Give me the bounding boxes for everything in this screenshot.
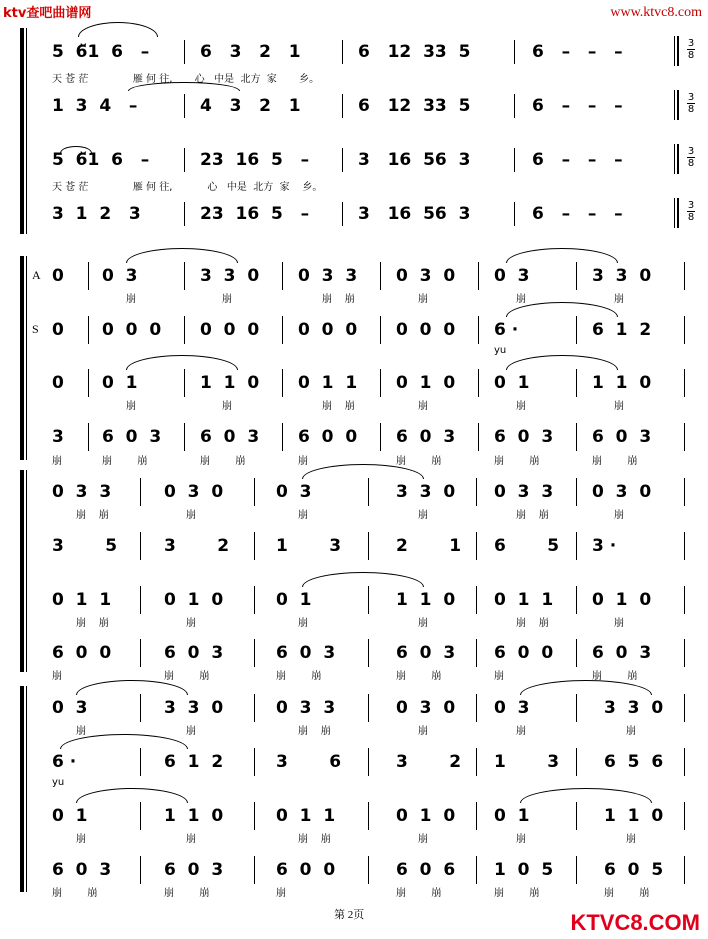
site-logo: KTVC8.COM: [570, 910, 700, 935]
s3-r3-m3: 0 1: [276, 590, 312, 610]
barline: [368, 532, 369, 560]
s3-r4-m1: 6 0 0: [52, 643, 112, 663]
double-barline: [677, 198, 679, 228]
s4-r1-m1: 0 3: [52, 698, 88, 718]
s4-r1-m6: 3 3 0: [604, 698, 664, 718]
barline: [184, 262, 185, 290]
barline: [88, 423, 89, 451]
s2-r3-m4: 0 1 1: [298, 373, 358, 393]
barline: [184, 202, 185, 226]
lyric: 崩 崩: [52, 888, 98, 899]
s2-r1-m6: 0 3: [494, 266, 530, 286]
barline: [576, 639, 577, 667]
barline: [140, 856, 141, 884]
watermark-left: ktv查吧曲谱网: [3, 6, 92, 21]
s4-row-3: [0, 804, 708, 828]
s2-r2-m7: 6 1 2: [592, 320, 652, 340]
s2-r3-m1: 0: [52, 373, 64, 393]
barline: [184, 423, 185, 451]
lyric: 崩 崩: [298, 726, 331, 737]
barline: [684, 748, 685, 776]
lyric: 崩: [516, 401, 526, 412]
barline: [368, 694, 369, 722]
barline: [684, 586, 685, 614]
barline: [476, 748, 477, 776]
s1-lyric-2: 天 苍 茫 雁 何 往, 心 中是 北方 家 乡。: [52, 182, 323, 193]
s2-r4-m2: 6 0 3: [102, 427, 162, 447]
s2-r1-m1: 0: [52, 266, 64, 286]
s4-r2-m1: 6 ·: [52, 752, 77, 772]
barline: [282, 262, 283, 290]
lyric: 崩: [516, 726, 526, 737]
s4-r3-m6: 1 1 0: [604, 806, 664, 826]
s2-r1-m4: 0 3 3: [298, 266, 358, 286]
double-barline: [677, 144, 679, 174]
s3-r1-m1: 0 3 3: [52, 482, 112, 502]
lyric: 崩 崩: [494, 456, 540, 467]
time-signature: 3 8: [687, 38, 695, 61]
s3-r4-m6: 6 0 3: [592, 643, 652, 663]
lyric: 崩: [222, 401, 232, 412]
barline: [576, 478, 577, 506]
barline: [478, 262, 479, 290]
s1-r2-m2: 4 3 2 1: [200, 96, 301, 116]
barline: [140, 802, 141, 830]
s2-r2-m6: 6 ·: [494, 320, 519, 340]
lyric: 崩 崩: [604, 888, 650, 899]
part-label-s: S: [32, 322, 39, 336]
slur: [520, 788, 652, 803]
barline: [184, 40, 185, 64]
barline: [368, 748, 369, 776]
s2-r4-m7: 6 0 3: [592, 427, 652, 447]
barline: [184, 148, 185, 172]
s1-r3-m2: 23 16 5 –: [200, 150, 310, 170]
barline: [342, 202, 343, 226]
s4-r2-m6: 6 5 6: [604, 752, 664, 772]
barline: [380, 316, 381, 344]
lyric: 崩: [186, 834, 196, 845]
double-barline: [674, 144, 675, 174]
lyric: 崩: [418, 294, 428, 305]
lyric: 崩: [626, 726, 636, 737]
barline: [254, 639, 255, 667]
s2-r3-m5: 0 1 0: [396, 373, 456, 393]
lyric: yu: [52, 777, 65, 788]
s4-r4-m1: 6 0 3: [52, 860, 112, 880]
barline: [684, 694, 685, 722]
lyric: 崩: [126, 401, 136, 412]
barline: [254, 802, 255, 830]
s2-row-3: [0, 371, 708, 395]
barline: [576, 586, 577, 614]
s1-r1-m4: 6 – – –: [532, 42, 623, 62]
barline: [684, 478, 685, 506]
barline: [254, 532, 255, 560]
lyric: 崩: [298, 456, 308, 467]
s1-row-1: [0, 40, 708, 64]
barline: [576, 802, 577, 830]
barline: [476, 694, 477, 722]
barline: [476, 639, 477, 667]
s2-r4-m4: 6 0 0: [298, 427, 358, 447]
s3-r1-m6: 0 3 0: [592, 482, 652, 502]
lyric: 崩 崩: [516, 618, 549, 629]
barline: [478, 316, 479, 344]
s1-r4-m4: 6 – – –: [532, 204, 623, 224]
s3-r2-m1: 3 5: [52, 536, 118, 556]
lyric: 崩 崩: [396, 456, 442, 467]
s3-r3-m4: 1 1 0: [396, 590, 456, 610]
barline: [478, 369, 479, 397]
s4-r3-m4: 0 1 0: [396, 806, 456, 826]
s2-r4-m1: 3: [52, 427, 64, 447]
slur: [78, 22, 158, 37]
lyric: 崩: [186, 510, 196, 521]
barline: [576, 262, 577, 290]
s2-row-4: [0, 425, 708, 449]
s2-r3-m6: 0 1: [494, 373, 530, 393]
lyric: 崩 崩: [76, 618, 109, 629]
s3-row-2: [0, 534, 708, 558]
barline: [514, 148, 515, 172]
lyric: 崩 崩: [396, 888, 442, 899]
double-barline: [677, 90, 679, 120]
s4-r3-m3: 0 1 1: [276, 806, 336, 826]
s3-r2-m2: 3 2: [164, 536, 230, 556]
s3-r4-m5: 6 0 0: [494, 643, 554, 663]
s2-r1-m5: 0 3 0: [396, 266, 456, 286]
lyric: 崩 崩: [164, 888, 210, 899]
lyric: 崩: [52, 456, 62, 467]
barline: [368, 802, 369, 830]
barline: [684, 369, 685, 397]
s4-r4-m5: 1 0 5: [494, 860, 554, 880]
lyric: 崩: [614, 294, 624, 305]
lyric: 崩: [186, 726, 196, 737]
barline: [88, 262, 89, 290]
s4-r1-m2: 3 3 0: [164, 698, 224, 718]
lyric: 崩: [418, 401, 428, 412]
s4-r1-m4: 0 3 0: [396, 698, 456, 718]
s4-r1-m5: 0 3: [494, 698, 530, 718]
barline: [684, 316, 685, 344]
lyric: 崩: [418, 618, 428, 629]
lyric: 崩 崩: [76, 510, 109, 521]
s3-row-1: [0, 480, 708, 504]
lyric: 崩: [418, 726, 428, 737]
barline: [380, 369, 381, 397]
barline: [576, 694, 577, 722]
s1-r4-m1: 3 1 2 3: [52, 204, 141, 224]
lyric: 崩: [276, 888, 286, 899]
barline: [576, 369, 577, 397]
lyric: 崩: [516, 834, 526, 845]
barline: [514, 202, 515, 226]
barline: [368, 856, 369, 884]
barline: [140, 748, 141, 776]
s2-r2-m2: 0 0 0: [102, 320, 162, 340]
s3-r3-m2: 0 1 0: [164, 590, 224, 610]
slur: [126, 248, 238, 263]
s1-lyric-1: 天 苍 茫 雁 何 往, 心 中是 北方 家 乡。: [52, 74, 320, 85]
s2-r4-m5: 6 0 3: [396, 427, 456, 447]
s3-r4-m4: 6 0 3: [396, 643, 456, 663]
barline: [342, 94, 343, 118]
s2-r4-m6: 6 0 3: [494, 427, 554, 447]
s1-r4-m3: 3 16 56 3: [358, 204, 471, 224]
s4-r2-m4: 3 2: [396, 752, 462, 772]
lyric: 崩 崩: [164, 671, 210, 682]
barline: [478, 423, 479, 451]
slur: [76, 680, 188, 695]
lyric: 崩: [494, 671, 504, 682]
slur: [506, 355, 618, 370]
barline: [576, 856, 577, 884]
s2-r2-m1: 0: [52, 320, 64, 340]
double-barline: [674, 90, 675, 120]
s3-r3-m6: 0 1 0: [592, 590, 652, 610]
lyric: 崩 崩: [298, 834, 331, 845]
lyric: 崩 崩: [102, 456, 148, 467]
s3-r2-m3: 1 3: [276, 536, 342, 556]
s3-r3-m5: 0 1 1: [494, 590, 554, 610]
s3-r1-m3: 0 3: [276, 482, 312, 502]
s2-row-2: [0, 318, 708, 342]
barline: [476, 802, 477, 830]
watermark-right: www.ktvc8.com: [610, 5, 702, 20]
barline: [576, 423, 577, 451]
s1-r3-m4: 6 – – –: [532, 150, 623, 170]
s4-r1-m3: 0 3 3: [276, 698, 336, 718]
slur: [126, 355, 238, 370]
barline: [684, 262, 685, 290]
lyric: 崩: [298, 618, 308, 629]
barline: [368, 586, 369, 614]
barline: [254, 694, 255, 722]
s2-r1-m2: 0 3: [102, 266, 138, 286]
s2-r4-m3: 6 0 3: [200, 427, 260, 447]
s1-r2-m3: 6 12 33 5: [358, 96, 471, 116]
s3-r2-m6: 3 ·: [592, 536, 617, 556]
lyric: 崩 崩: [494, 888, 540, 899]
barline: [254, 856, 255, 884]
lyric: 崩 崩: [516, 510, 549, 521]
s4-r4-m3: 6 0 0: [276, 860, 336, 880]
double-barline: [674, 36, 675, 66]
slur: [302, 572, 424, 587]
barline: [476, 478, 477, 506]
s1-r2-m1: 1 3 4 –: [52, 96, 138, 116]
s2-r1-m7: 3 3 0: [592, 266, 652, 286]
s2-r1-m3: 3 3 0: [200, 266, 260, 286]
slur: [520, 680, 652, 695]
lyric: 崩: [516, 294, 526, 305]
s2-r2-m4: 0 0 0: [298, 320, 358, 340]
lyric: 崩: [222, 294, 232, 305]
lyric: 崩 崩: [592, 456, 638, 467]
lyric: 崩: [626, 834, 636, 845]
s3-r1-m5: 0 3 3: [494, 482, 554, 502]
barline: [282, 369, 283, 397]
s1-r1-m2: 6 3 2 1: [200, 42, 301, 62]
barline: [684, 532, 685, 560]
barline: [684, 856, 685, 884]
part-label-a: A: [32, 268, 41, 282]
lyric: 崩: [76, 834, 86, 845]
barline: [576, 316, 577, 344]
barline: [88, 316, 89, 344]
lyric: 崩 崩: [322, 294, 355, 305]
s3-r3-m1: 0 1 1: [52, 590, 112, 610]
s4-r4-m6: 6 0 5: [604, 860, 664, 880]
lyric: 崩: [418, 834, 428, 845]
s4-row-2: [0, 750, 708, 774]
lyric: 崩: [418, 510, 428, 521]
lyric: 崩: [186, 618, 196, 629]
barline: [342, 40, 343, 64]
barline: [184, 94, 185, 118]
barline: [254, 748, 255, 776]
barline: [282, 316, 283, 344]
s2-r3-m2: 0 1: [102, 373, 138, 393]
barline: [254, 478, 255, 506]
lyric: 崩 崩: [276, 671, 322, 682]
barline: [140, 586, 141, 614]
s4-r2-m3: 3 6: [276, 752, 342, 772]
barline: [476, 586, 477, 614]
s4-r4-m2: 6 0 3: [164, 860, 224, 880]
page-number: 第 2页: [334, 909, 365, 921]
s1-row-4: [0, 202, 708, 226]
s2-row-1: [0, 264, 708, 288]
lyric: 崩 崩: [396, 671, 442, 682]
s3-r1-m4: 3 3 0: [396, 482, 456, 502]
barline: [184, 369, 185, 397]
barline: [684, 423, 685, 451]
barline: [140, 532, 141, 560]
s3-row-3: [0, 588, 708, 612]
lyric: 崩: [126, 294, 136, 305]
double-barline: [677, 36, 679, 66]
barline: [576, 748, 577, 776]
barline: [380, 262, 381, 290]
barline: [88, 369, 89, 397]
barline: [514, 40, 515, 64]
s4-r3-m2: 1 1 0: [164, 806, 224, 826]
slur: [76, 788, 188, 803]
double-barline: [674, 198, 675, 228]
s3-row-4: [0, 641, 708, 665]
lyric: yu: [494, 345, 507, 356]
lyric: 崩: [614, 401, 624, 412]
s4-r3-m1: 0 1: [52, 806, 88, 826]
barline: [342, 148, 343, 172]
s1-r1-m3: 6 12 33 5: [358, 42, 471, 62]
s1-r3-m1: 5 6̆1 6 –: [52, 150, 150, 170]
lyric: 崩: [52, 671, 62, 682]
barline: [684, 802, 685, 830]
barline: [476, 856, 477, 884]
s2-r3-m3: 1 1 0: [200, 373, 260, 393]
s4-r3-m5: 0 1: [494, 806, 530, 826]
s3-r2-m5: 6 5: [494, 536, 560, 556]
barline: [380, 423, 381, 451]
s4-row-1: [0, 696, 708, 720]
barline: [476, 532, 477, 560]
barline: [576, 532, 577, 560]
s2-r2-m3: 0 0 0: [200, 320, 260, 340]
slur: [506, 248, 618, 263]
s1-row-2: [0, 94, 708, 118]
s3-r4-m3: 6 0 3: [276, 643, 336, 663]
barline: [684, 639, 685, 667]
s3-r2-m4: 2 1: [396, 536, 462, 556]
barline: [140, 639, 141, 667]
time-signature: 3 8: [687, 146, 695, 169]
barline: [184, 316, 185, 344]
s2-r2-m5: 0 0 0: [396, 320, 456, 340]
barline: [282, 423, 283, 451]
lyric: 崩 崩: [322, 401, 355, 412]
s1-r4-m2: 23 16 5 –: [200, 204, 310, 224]
lyric: 崩: [614, 510, 624, 521]
s4-r2-m2: 6 1 2: [164, 752, 224, 772]
s1-r3-m3: 3 16 56 3: [358, 150, 471, 170]
s1-r2-m4: 6 – – –: [532, 96, 623, 116]
lyric: 崩: [76, 726, 86, 737]
s4-row-4: [0, 858, 708, 882]
time-signature: 3 8: [687, 92, 695, 115]
barline: [514, 94, 515, 118]
s2-r3-m7: 1 1 0: [592, 373, 652, 393]
s4-r4-m4: 6 0 6: [396, 860, 456, 880]
lyric: 崩: [614, 618, 624, 629]
lyric: 崩 崩: [592, 671, 638, 682]
barline: [140, 694, 141, 722]
s1-row-3: [0, 148, 708, 172]
lyric: 崩: [298, 510, 308, 521]
barline: [368, 639, 369, 667]
s4-r2-m5: 1 3: [494, 752, 560, 772]
time-signature: 3 8: [687, 200, 695, 223]
s3-r4-m2: 6 0 3: [164, 643, 224, 663]
s1-r1-m1: 5 6̆1 6 –: [52, 42, 150, 62]
barline: [368, 478, 369, 506]
s3-r1-m2: 0 3 0: [164, 482, 224, 502]
barline: [140, 478, 141, 506]
barline: [254, 586, 255, 614]
lyric: 崩 崩: [200, 456, 246, 467]
